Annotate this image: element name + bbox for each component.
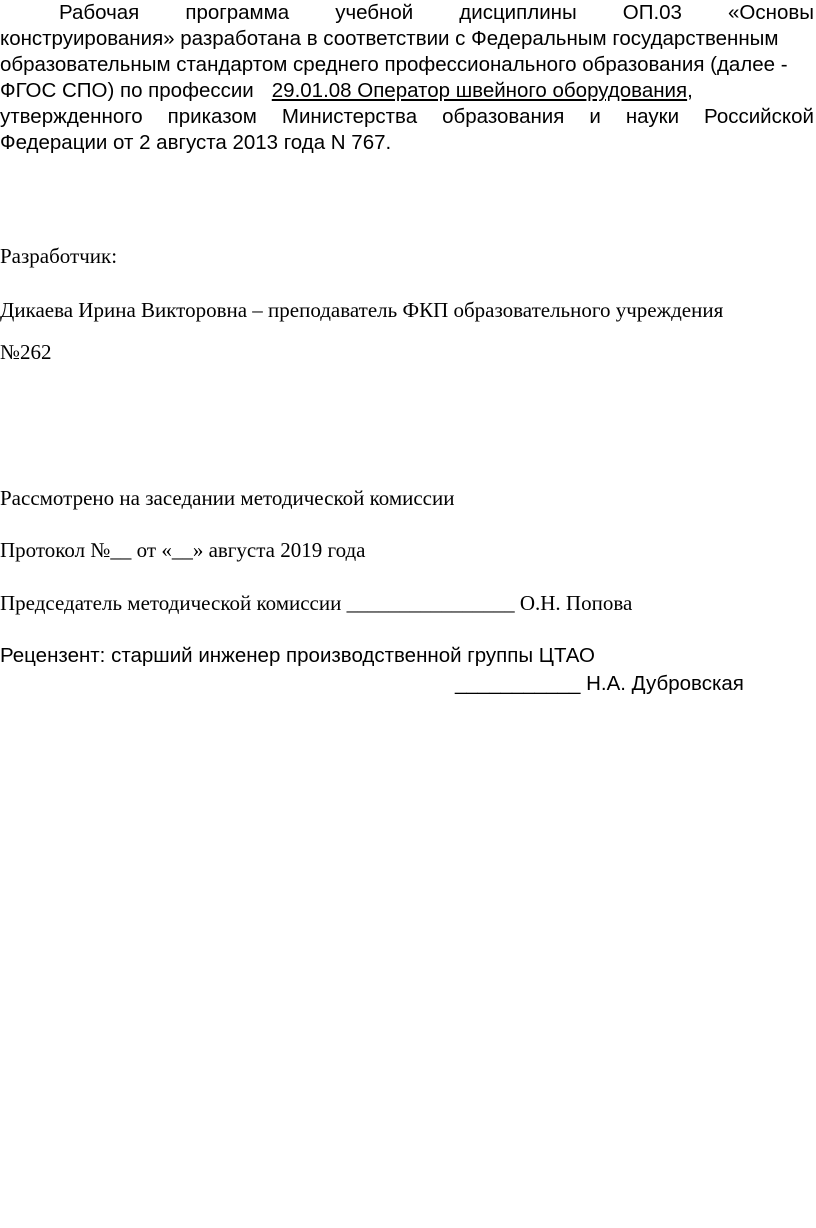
chairman-line: Председатель методической комиссии ________________ О.Н. Попова: [0, 591, 633, 615]
developer-label: Разработчик:: [0, 244, 118, 268]
intro-line-1: [0, 0, 814, 26]
profession-prefix: ФГОС СПО) по профессии: [0, 79, 254, 102]
intro-line-5: [0, 104, 814, 130]
developer-name-line: Дикаева Ирина Викторовна – преподаватель ФКП образовательного учреждения: [0, 298, 724, 322]
reviewer-line: Рецензент: старший инженер производственной группы ЦТАО: [0, 644, 595, 667]
intro-word: утвержденного: [0, 105, 143, 128]
intro-word: и: [589, 105, 601, 128]
intro-line-4: [0, 78, 814, 104]
intro-word: образования: [442, 105, 565, 128]
reviewer-signature-line: ___________ Н.А. Дубровская: [455, 672, 744, 695]
intro-word: ОП.03: [622, 1, 682, 24]
intro-word: дисциплины: [459, 1, 577, 24]
intro-word: Министерства: [281, 105, 418, 128]
commission-considered: Рассмотрено на заседании методической комиссии: [0, 486, 455, 510]
protocol-line: Протокол №__ от «__» августа 2019 года: [0, 538, 366, 562]
intro-word: Рабочая: [59, 1, 140, 24]
intro-word: программа: [185, 1, 290, 24]
intro-word: «Основы: [728, 1, 814, 24]
profession-suffix: ,: [687, 79, 693, 102]
intro-line-3: образовательным стандартом среднего профессионального образования (далее -: [0, 53, 788, 76]
intro-paragraph: [0, 0, 814, 156]
developer-institution-number: №262: [0, 340, 52, 364]
intro-word: науки: [625, 105, 680, 128]
intro-word: учебной: [335, 1, 414, 24]
intro-word: приказом: [167, 105, 257, 128]
intro-word: Российской: [704, 105, 814, 128]
intro-line-6: Федерации от 2 августа 2013 года N 767.: [0, 131, 392, 154]
profession-code-link: 29.01.08 Оператор швейного оборудования: [271, 79, 688, 102]
intro-line-2: конструирования» разработана в соответствии с Федеральным государственным: [0, 27, 779, 50]
